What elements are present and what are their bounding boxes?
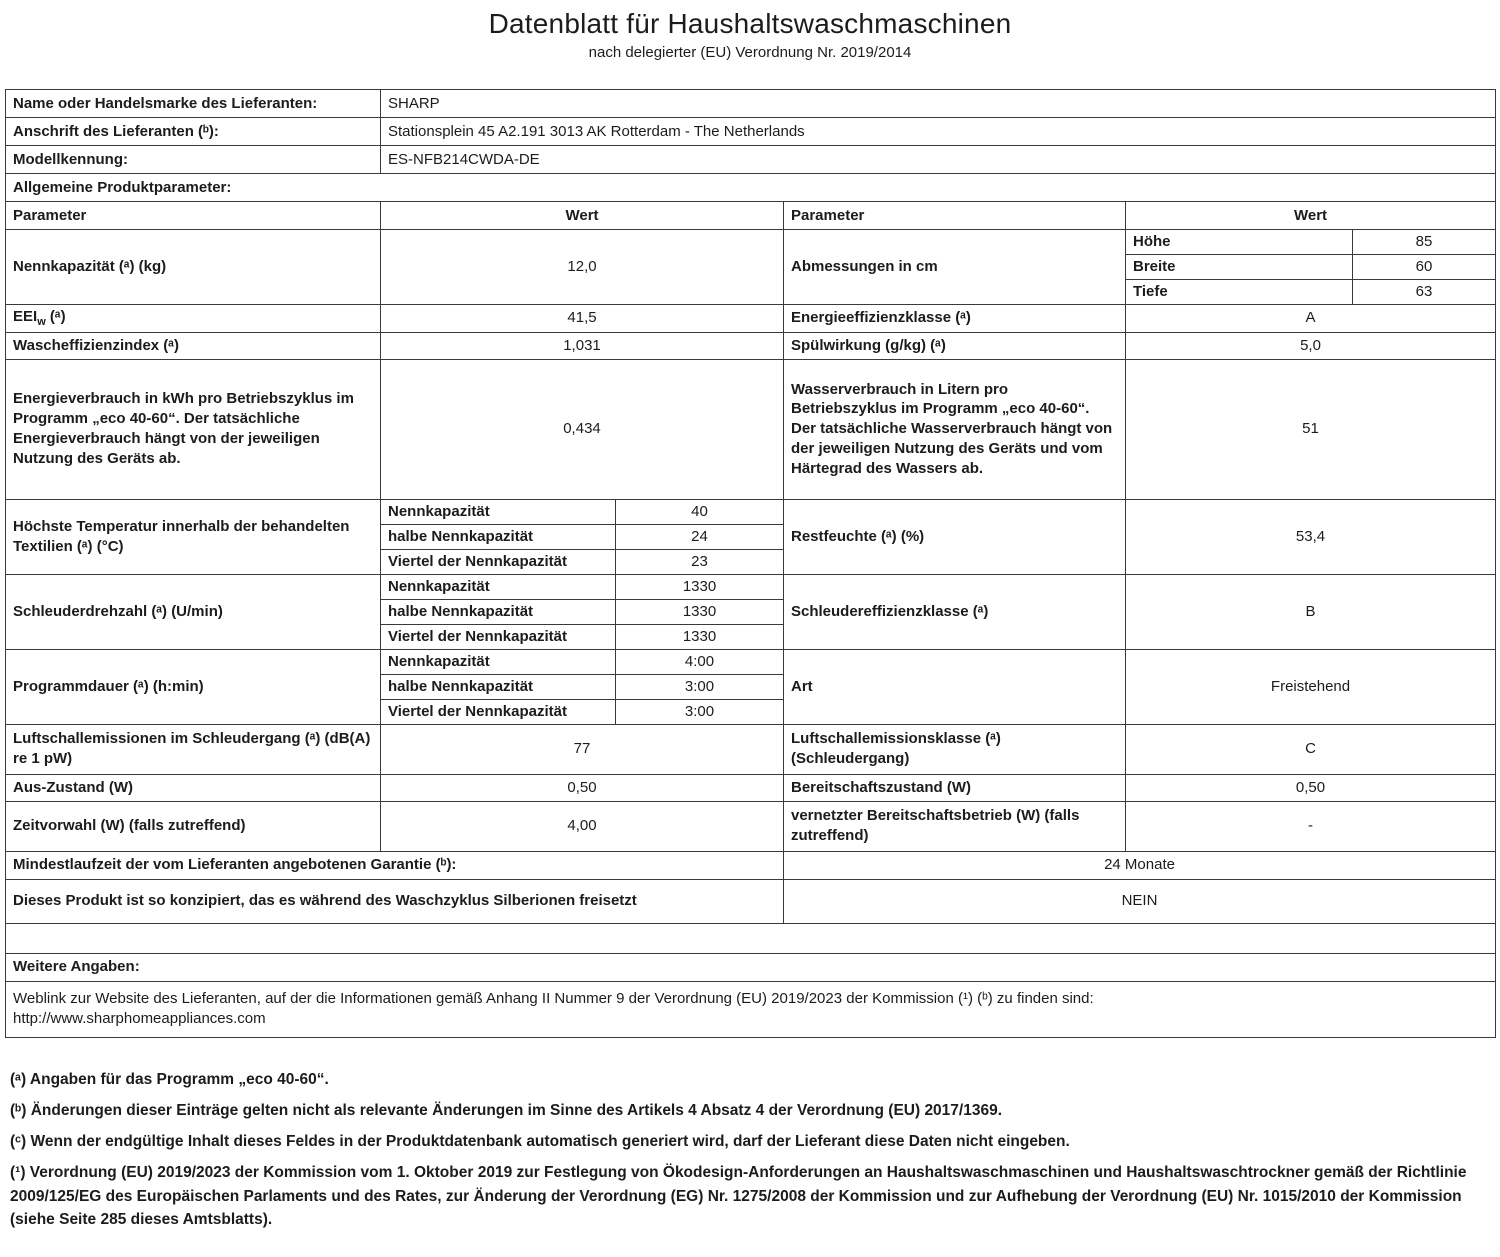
type-value: Freistehend [1126,649,1496,724]
page-title: Datenblatt für Haushaltswaschmaschinen [488,8,1012,39]
spin-speed-label: Schleuderdrehzahl (ᵃ) (U/min) [6,574,381,649]
footnote-1: (¹) Verordnung (EU) 2019/2023 der Kommission vom 1. Oktober 2019 zur Festlegung von Ökodesign-Anforderungen an Haushaltswaschmaschinen und Haushaltswaschtrockner gemäß der Richtlinie 2009/125/EG des Europäischen Parlaments und des Rates, zur Änderung der Verordnung (EG) Nr. 1275/2008 der Kommission und zur Aufhebung der Verordnung (EU) Nr. 1015/2010 der Kommission (siehe Seite 285 dieses Amtsblatts). [10,1164,1467,1228]
spin-half-load-label: halbe Nennkapazität [381,599,616,624]
energy-class-value: A [1126,305,1496,333]
temp-full-load-label: Nennkapazität [381,499,616,524]
noise-class-value: C [1126,724,1496,774]
silver-ions-label: Dieses Produkt ist so konzipiert, das es während des Waschzyklus Silberionen freisetzt [6,879,784,923]
dimension-hoehe-label: Höhe [1126,230,1353,255]
eei-value: 41,5 [381,305,784,333]
temp-half-load-value: 24 [616,524,784,549]
model-label: Modellkennung: [6,146,381,174]
eei-label-text: EEI [13,308,38,325]
weblink-cell [6,981,1496,1037]
duration-quarter-load-label: Viertel der Nennkapazität [381,699,616,724]
spin-half-load-value: 1330 [616,599,784,624]
duration-full-load-value: 4:00 [616,649,784,674]
delay-start-label: Zeitvorwahl (W) (falls zutreffend) [6,801,381,851]
noise-class-label: Luftschallemissionsklasse (ᵃ) (Schleudergang) [784,724,1126,774]
warranty-label: Mindestlaufzeit der vom Lieferanten angebotenen Garantie (ᵇ): [6,851,784,879]
eei-label-suffix: (ᵃ) [45,308,66,325]
dimension-breite-value: 60 [1353,255,1496,280]
eei-label [6,305,381,333]
max-temp-label: Höchste Temperatur innerhalb der behandelten Textilien (ᵃ) (°C) [6,499,381,574]
capacity-value: 12,0 [381,230,784,305]
temp-quarter-load-label: Viertel der Nennkapazität [381,549,616,574]
spin-class-label: Schleudereffizienzklasse (ᵃ) [784,574,1126,649]
weblink-url: http://www.sharphomeappliances.com [13,1010,266,1028]
off-mode-row [6,774,1496,801]
off-mode-value: 0,50 [381,774,784,801]
duration-row-1 [6,649,1496,674]
water-consumption-value: 51 [1126,359,1496,499]
spacer-row [6,923,1496,953]
footnotes [5,1038,1500,1232]
weblink-row [6,981,1496,1037]
energy-consumption-label: Energieverbrauch in kWh pro Betriebszyklus im Programm „eco 40-60“. Der tatsächliche Energieverbrauch hängt von der jeweiligen Nutzung des Geräts ab. [6,359,381,499]
eei-label-subscript: w [37,316,46,328]
dimension-breite-label: Breite [1126,255,1353,280]
residual-moisture-value: 53,4 [1126,499,1496,574]
duration-half-load-value: 3:00 [616,674,784,699]
page-subtitle: nach delegierter (EU) Verordnung Nr. 2019/2014 [588,44,912,61]
energy-consumption-value: 0,434 [381,359,784,499]
footnote-b: (ᵇ) Änderungen dieser Einträge gelten nicht als relevante Änderungen im Sinne des Artikels 4 Absatz 4 der Verordnung (EU) 2017/1369. [10,1101,1003,1119]
standby-label: Bereitschaftszustand (W) [784,774,1126,801]
rinse-value: 5,0 [1126,332,1496,359]
address-row [6,118,1496,146]
param-header-right: Parameter [784,202,1126,230]
networked-standby-value: - [1126,801,1496,851]
spin-full-load-value: 1330 [616,574,784,599]
column-header-row [6,202,1496,230]
silver-ions-row [6,879,1496,923]
spin-quarter-load-value: 1330 [616,624,784,649]
wash-index-value: 1,031 [381,332,784,359]
eei-row [6,305,1496,333]
dimension-tiefe-label: Tiefe [1126,280,1353,305]
standby-value: 0,50 [1126,774,1496,801]
model-value: ES-NFB214CWDA-DE [381,146,1496,174]
further-info-header: Weitere Angaben: [6,953,1496,981]
warranty-value: 24 Monate [784,851,1496,879]
capacity-label: Nennkapazität (ᵃ) (kg) [6,230,381,305]
residual-moisture-label: Restfeuchte (ᵃ) (%) [784,499,1126,574]
duration-quarter-load-value: 3:00 [616,699,784,724]
address-value: Stationsplein 45 A2.191 3013 AK Rotterdam - The Netherlands [381,118,1496,146]
duration-half-load-label: halbe Nennkapazität [381,674,616,699]
temp-half-load-label: halbe Nennkapazität [381,524,616,549]
footnote-a: (ᵃ) Angaben für das Programm „eco 40-60“. [10,1070,329,1088]
datasheet-table [5,89,1496,1038]
supplier-row [6,90,1496,118]
delay-start-row [6,801,1496,851]
duration-full-load-label: Nennkapazität [381,649,616,674]
delay-start-value: 4,00 [381,801,784,851]
spacer-cell [6,923,1496,953]
max-temp-row-1 [6,499,1496,524]
dimension-tiefe-value: 63 [1353,280,1496,305]
networked-standby-label: vernetzter Bereitschaftsbetrieb (W) (falls zutreffend) [784,801,1126,851]
model-row [6,146,1496,174]
general-params-header-row [6,174,1496,202]
spin-class-value: B [1126,574,1496,649]
warranty-row [6,851,1496,879]
temp-quarter-load-value: 23 [616,549,784,574]
further-info-header-row [6,953,1496,981]
wash-index-row [6,332,1496,359]
type-label: Art [784,649,1126,724]
spin-quarter-load-label: Viertel der Nennkapazität [381,624,616,649]
dimension-hoehe-value: 85 [1353,230,1496,255]
consumption-row [6,359,1496,499]
wert-header-right: Wert [1126,202,1496,230]
rinse-label: Spülwirkung (g/kg) (ᵃ) [784,332,1126,359]
wash-index-label: Wascheffizienzindex (ᵃ) [6,332,381,359]
capacity-dimensions-row-1 [6,230,1496,255]
supplier-label: Name oder Handelsmarke des Lieferanten: [6,90,381,118]
wert-header-left: Wert [381,202,784,230]
dimensions-label: Abmessungen in cm [784,230,1126,305]
param-header-left: Parameter [6,202,381,230]
water-consumption-label: Wasserverbrauch in Litern pro Betriebszyklus im Programm „eco 40-60“. Der tatsächliche Wasserverbrauch hängt von der jeweiligen Nutzung des Geräts und vom Härtegrad des Wassers ab. [784,359,1126,499]
spin-speed-row-1 [6,574,1496,599]
spin-full-load-label: Nennkapazität [381,574,616,599]
address-label: Anschrift des Lieferanten (ᵇ): [6,118,381,146]
supplier-value: SHARP [381,90,1496,118]
weblink-text: Weblink zur Website des Lieferanten, auf der die Informationen gemäß Anhang II Nummer 9 der Verordnung (EU) 2019/2023 der Kommission (¹) (ᵇ) zu finden sind: [13,990,1094,1008]
general-params-header: Allgemeine Produktparameter: [6,174,1496,202]
noise-value: 77 [381,724,784,774]
temp-full-load-value: 40 [616,499,784,524]
footnote-c: (ᶜ) Wenn der endgültige Inhalt dieses Feldes in der Produktdatenbank automatisch generiert wird, darf der Lieferant diese Daten nicht eingeben. [10,1133,1070,1151]
noise-row [6,724,1496,774]
off-mode-label: Aus-Zustand (W) [6,774,381,801]
noise-label: Luftschallemissionen im Schleudergang (ᵃ) (dB(A) re 1 pW) [6,724,381,774]
energy-class-label: Energieeffizienzklasse (ᵃ) [784,305,1126,333]
silver-ions-value: NEIN [784,879,1496,923]
duration-label: Programmdauer (ᵃ) (h:min) [6,649,381,724]
